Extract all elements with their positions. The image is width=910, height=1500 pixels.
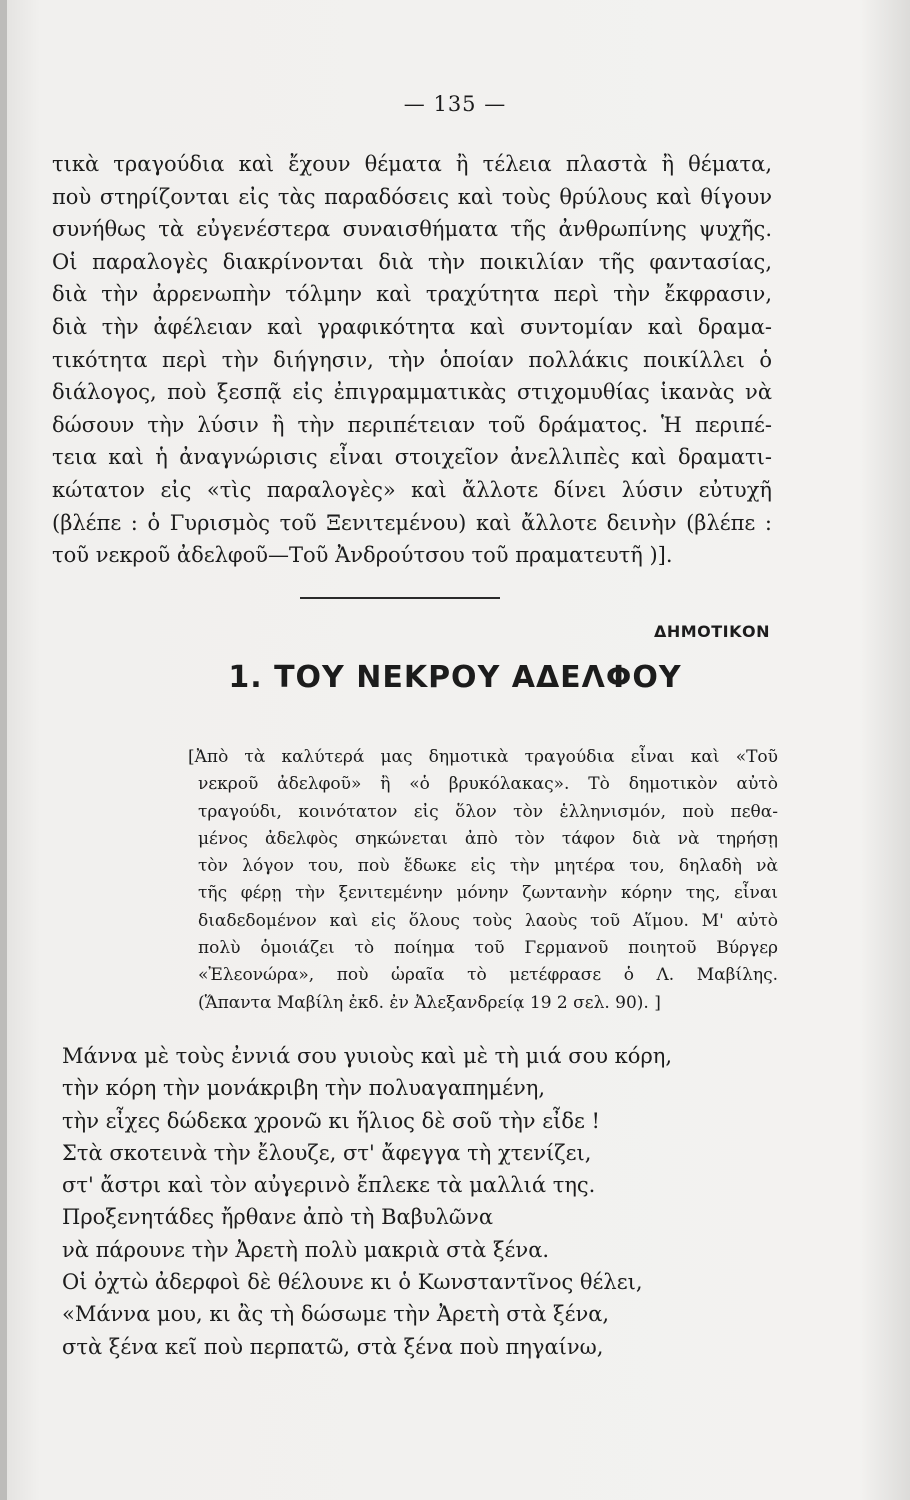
note-line: «Ἐλεονώρα», ποὺ ὡραῖα τὸ μετέφρασε ὁ Λ. Μαβίλης. bbox=[198, 965, 778, 986]
intro-line: τικὰ τραγούδια καὶ ἔχουν θέματα ἢ τέλεια πλαστὰ ἢ θέματα, bbox=[52, 152, 772, 176]
poem-line: Προξενητάδες ἤρθανε ἀπὸ τὴ Βαβυλῶνα bbox=[62, 1205, 494, 1230]
poem-line: Μάννα μὲ τοὺς ἐννιά σου γυιοὺς καὶ μὲ τὴ μιά σου κόρη, bbox=[62, 1044, 673, 1068]
note-line: πολὺ ὁμοιάζει τὸ ποίημα τοῦ Γερμανοῦ ποιητοῦ Βύργερ bbox=[198, 938, 778, 959]
intro-line: συνήθως τὰ εὐγενέστερα συναισθήματα τῆς ἀνθρωπίνης ψυχῆς. bbox=[52, 217, 772, 242]
poem-text bbox=[62, 1040, 822, 1363]
intro-line: (βλέπε : ὁ Γυρισμὸς τοῦ Ξενιτεμένου) καὶ ἄλλοτε δεινὴν (βλέπε : bbox=[52, 510, 772, 535]
intro-line: δώσουν τὴν λύσιν ἢ τὴν περιπέτειαν τοῦ δράματος. Ἡ περιπέ- bbox=[52, 412, 772, 437]
intro-line: ποὺ στηρίζονται εἰς τὰς παραδόσεις καὶ τοὺς θρύλους καὶ θίγουν bbox=[52, 184, 772, 209]
intro-line: διάλογος, ποὺ ξεσπᾷ εἰς ἐπιγραμματικὰς στιχομυθίας ἱκανὰς νὰ bbox=[52, 380, 772, 405]
section-label: ΔΗΜΟΤΙΚΟΝ bbox=[653, 622, 770, 641]
poem-line: τὴν κόρη τὴν μονάκριβη τὴν πολυαγαπημένη, bbox=[62, 1076, 545, 1101]
note-line: τὸν λόγον του, ποὺ ἔδωκε εἰς τὴν μητέρα του, δηλαδὴ νὰ bbox=[198, 856, 778, 877]
note-line: [Ἀπὸ τὰ καλύτερά μας δημοτικὰ τραγούδια εἶναι καὶ «Τοῦ bbox=[188, 747, 778, 767]
section-divider bbox=[300, 597, 500, 599]
intro-line: τεια καὶ ἡ ἀναγνώρισις εἶναι στοιχεῖον ἀνελλιπὲς καὶ δραματι- bbox=[52, 445, 772, 470]
editor-note bbox=[188, 744, 778, 1017]
poem-line: στ' ἄστρι καὶ τὸν αὐγερινὸ ἔπλεκε τὰ μαλλιά της. bbox=[62, 1173, 596, 1198]
intro-line: διὰ τὴν ἀρρενωπὴν τόλμην καὶ τραχύτητα περὶ τὴν ἔκφρασιν, bbox=[52, 282, 772, 307]
note-line: διαδεδομένον καὶ εἰς ὅλους τοὺς λαοὺς τοῦ Αἵμου. Μ' αὐτὸ bbox=[198, 910, 778, 931]
intro-line: Οἱ παραλογὲς διακρίνονται διὰ τὴν ποικιλίαν τῆς φαντασίας, bbox=[52, 249, 772, 274]
poem-line: Οἱ ὀχτὼ ἀδερφοὶ δὲ θέλουνε κι ὁ Κωνσταντῖνος θέλει, bbox=[62, 1270, 643, 1295]
intro-line: τικότητα περὶ τὴν διήγησιν, τὴν ὁποίαν πολλάκις ποικίλλει ὁ bbox=[52, 347, 772, 372]
note-line: τραγούδι, κοινότατον εἰς ὅλον τὸν ἑλληνισμόν, ποὺ πεθα- bbox=[198, 801, 778, 822]
page-number: — 135 — bbox=[403, 92, 507, 116]
poem-line: νὰ πάρουνε τὴν Ἀρετὴ πολὺ μακριὰ στὰ ξένα. bbox=[62, 1237, 550, 1262]
note-line: τῆς φέρῃ τὴν ξενιτεμένην μόνην ζωντανὴν κόρην της, εἶναι bbox=[198, 883, 778, 904]
intro-paragraph bbox=[52, 148, 772, 572]
poem-line: «Μάννα μου, κι ἂς τὴ δώσωμε τὴν Ἀρετὴ στὰ ξένα, bbox=[62, 1302, 610, 1327]
poem-line: Στὰ σκοτεινὰ τὴν ἔλουζε, στ' ἄφεγγα τὴ χτενίζει, bbox=[62, 1140, 592, 1165]
poem-title: 1. ΤΟΥ ΝΕΚΡΟΥ ΑΔΕΛΦΟΥ bbox=[228, 660, 682, 695]
note-line: (Ἅπαντα Μαβίλη ἐκδ. ἐν Ἀλεξανδρείᾳ 19 2 σελ. 90). ] bbox=[198, 992, 661, 1013]
poem-line: στὰ ξένα κεῖ ποὺ περπατῶ, στὰ ξένα ποὺ πηγαίνω, bbox=[62, 1334, 604, 1359]
poem-line: τὴν εἶχες δώδεκα χρονῶ κι ἥλιος δὲ σοῦ τὴν εἶδε ! bbox=[62, 1108, 600, 1133]
note-line: νεκροῦ ἀδελφοῦ» ἢ «ὁ βρυκόλακας». Τὸ δημοτικὸν αὐτὸ bbox=[198, 774, 778, 795]
note-line: μένος ἀδελφὸς σηκώνεται ἀπὸ τὸν τάφον διὰ νὰ τηρήσῃ bbox=[198, 828, 778, 849]
intro-line: κώτατον εἰς «τὶς παραλογὲς» καὶ ἄλλοτε δίνει λύσιν εὐτυχῆ bbox=[52, 477, 772, 502]
page-edge bbox=[0, 0, 7, 1500]
intro-line: τοῦ νεκροῦ ἀδελφοῦ—Τοῦ Ἀνδρούτσου τοῦ πραματευτῆ )]. bbox=[52, 543, 673, 568]
intro-line: διὰ τὴν ἀφέλειαν καὶ γραφικότητα καὶ συντομίαν καὶ δραμα- bbox=[52, 314, 772, 339]
